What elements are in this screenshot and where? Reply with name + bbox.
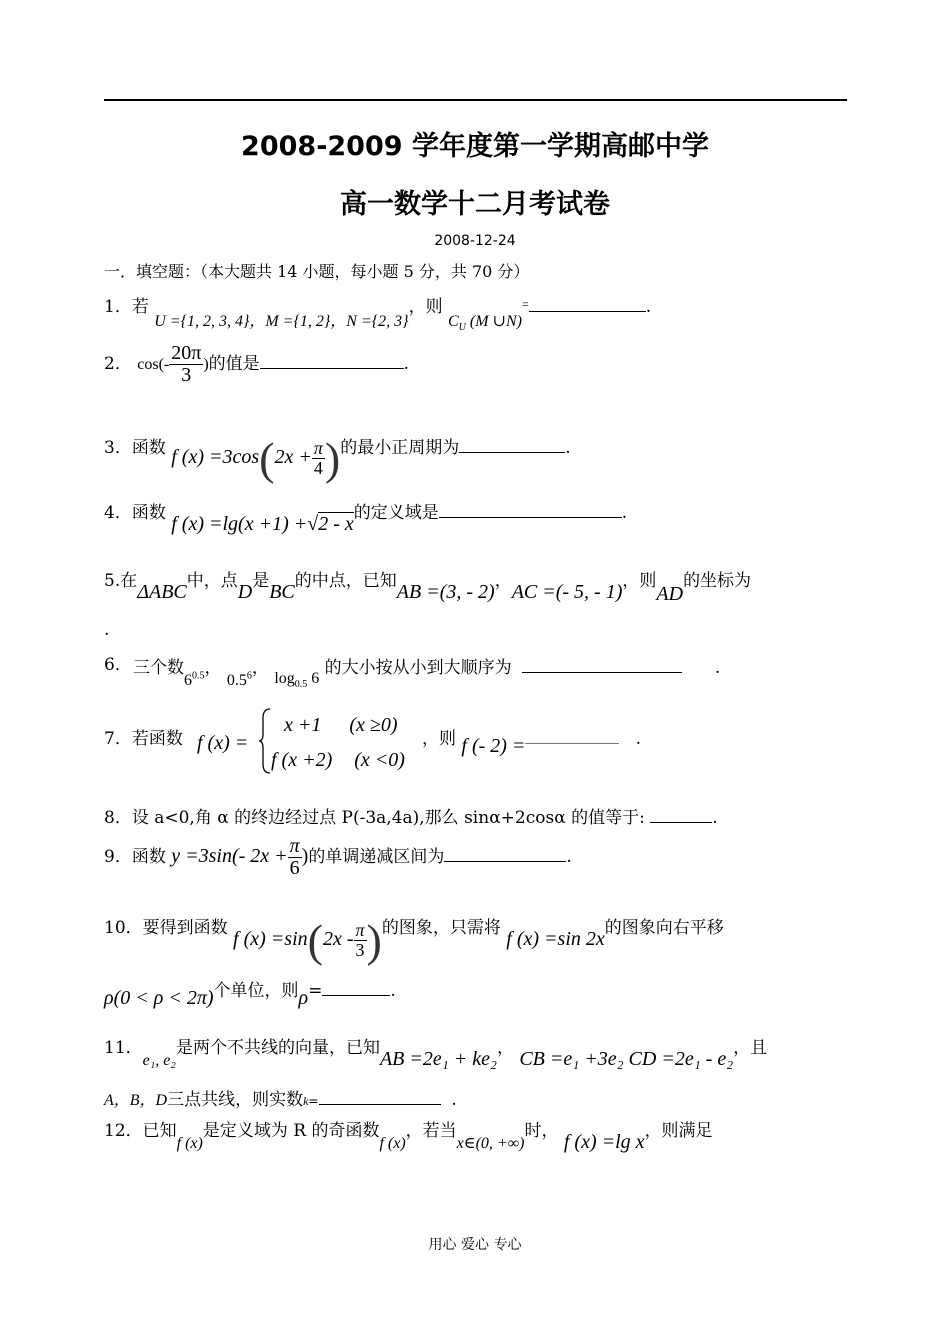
question-4: 4．函数 f (x) =lg(x +1) +√2 - x的定义域是 . xyxy=(104,503,628,535)
q2-fraction: $\frac{20\pi}{3}$ xyxy=(171,342,202,386)
answer-blank-9[interactable] xyxy=(444,846,566,862)
exam-title-line1: 2008-2009 学年度第一学期高邮中学 xyxy=(241,131,709,162)
question-12: 12．已知f (x)是定义域为 R 的奇函数f (x)，若当x∈(0, +∞)时， f (x) =lg x，则满足 xyxy=(104,1121,713,1153)
piecewise-brace xyxy=(258,708,272,774)
question-5: 5.在ΔABC中，点D是BC的中点，已知AB =(3, - 2)，AC =(- 5, - 1)，则AD的坐标为 xyxy=(104,571,752,605)
question-7-tail: ，则 f (- 2) = . xyxy=(422,729,642,757)
exam-title-line2: 高一数学十二月考试卷 xyxy=(340,189,610,220)
question-11: 11．e₁, e₂是两个不共线的向量，已知AB =2e₁ + ke₂， CB =e₁ +3e₂ CD =2e₁ - e₂，且 xyxy=(104,1038,768,1070)
page-footer: 用心 爱心 专心 xyxy=(428,1237,522,1253)
answer-blank-7[interactable] xyxy=(525,728,619,744)
q1-complement: $C_U$ (M ∪N) xyxy=(447,313,522,334)
question-2: 2． cos(- $\frac{20\pi}{3}$ )的值是 . xyxy=(104,342,410,386)
question-7: 7．若函数 xyxy=(104,729,183,749)
answer-blank-1[interactable] xyxy=(529,296,646,312)
piecewise-case-2: f (x +2) (x <0) xyxy=(271,749,405,771)
top-rule xyxy=(104,99,847,101)
question-3: 3．函数 f (x) =3cos(2x + $\frac{\pi}{4}$ )的最小正周期为 . xyxy=(104,433,571,484)
answer-blank-4[interactable] xyxy=(439,502,622,518)
answer-blank-6[interactable] xyxy=(522,657,682,673)
question-8: 8．设 a<0,角 α 的终边经过点 P(-3a,4a),那么 sinα+2cosα 的值等于: . xyxy=(104,808,718,828)
exam-date: 2008-12-24 xyxy=(434,233,516,249)
piecewise-case-1: x +1 (x ≥0) xyxy=(284,714,398,736)
question-6: 三个数$6^{0.5}$， $0.5^6$， $\log_{0.5} 6$ 的大小按从小到大顺序为 . xyxy=(133,658,721,691)
question-10-cont: ρ(0 < ρ < 2π)个单位，则ρ= . xyxy=(104,981,396,1009)
q1-sets: U ={1, 2, 3, 4}，M ={1, 2}，N ={2, 3} xyxy=(154,313,409,330)
answer-blank-8[interactable] xyxy=(650,807,712,823)
answer-blank-3[interactable] xyxy=(459,437,565,453)
question-10: 10．要得到函数 f (x) =sin(2x - $\frac{\pi}{3}$ )的图象，只需将 f (x) =sin 2x的图象向右平移 xyxy=(104,915,724,966)
answer-blank-2[interactable] xyxy=(260,353,404,369)
section-heading: 一．填空题：（本大题共 14 小题，每小题 5 分，共 70 分） xyxy=(104,262,530,281)
question-9: 9．函数 y =3sin(- 2x + $\frac{\pi}{6}$ )的单调递减区间为 . xyxy=(104,835,572,879)
question-11-cont: A，B，D三点共线，则实数k= . xyxy=(104,1090,457,1110)
question-6-number: 6． xyxy=(104,655,132,675)
answer-blank-10[interactable] xyxy=(322,980,390,996)
question-5-continuation: . xyxy=(104,620,110,640)
question-1: 1．若 U ={1, 2, 3, 4}，M ={1, 2}，N ={2, 3}，则 $C_U$ (M ∪N)= . xyxy=(104,297,652,334)
answer-blank-11[interactable] xyxy=(319,1089,441,1105)
